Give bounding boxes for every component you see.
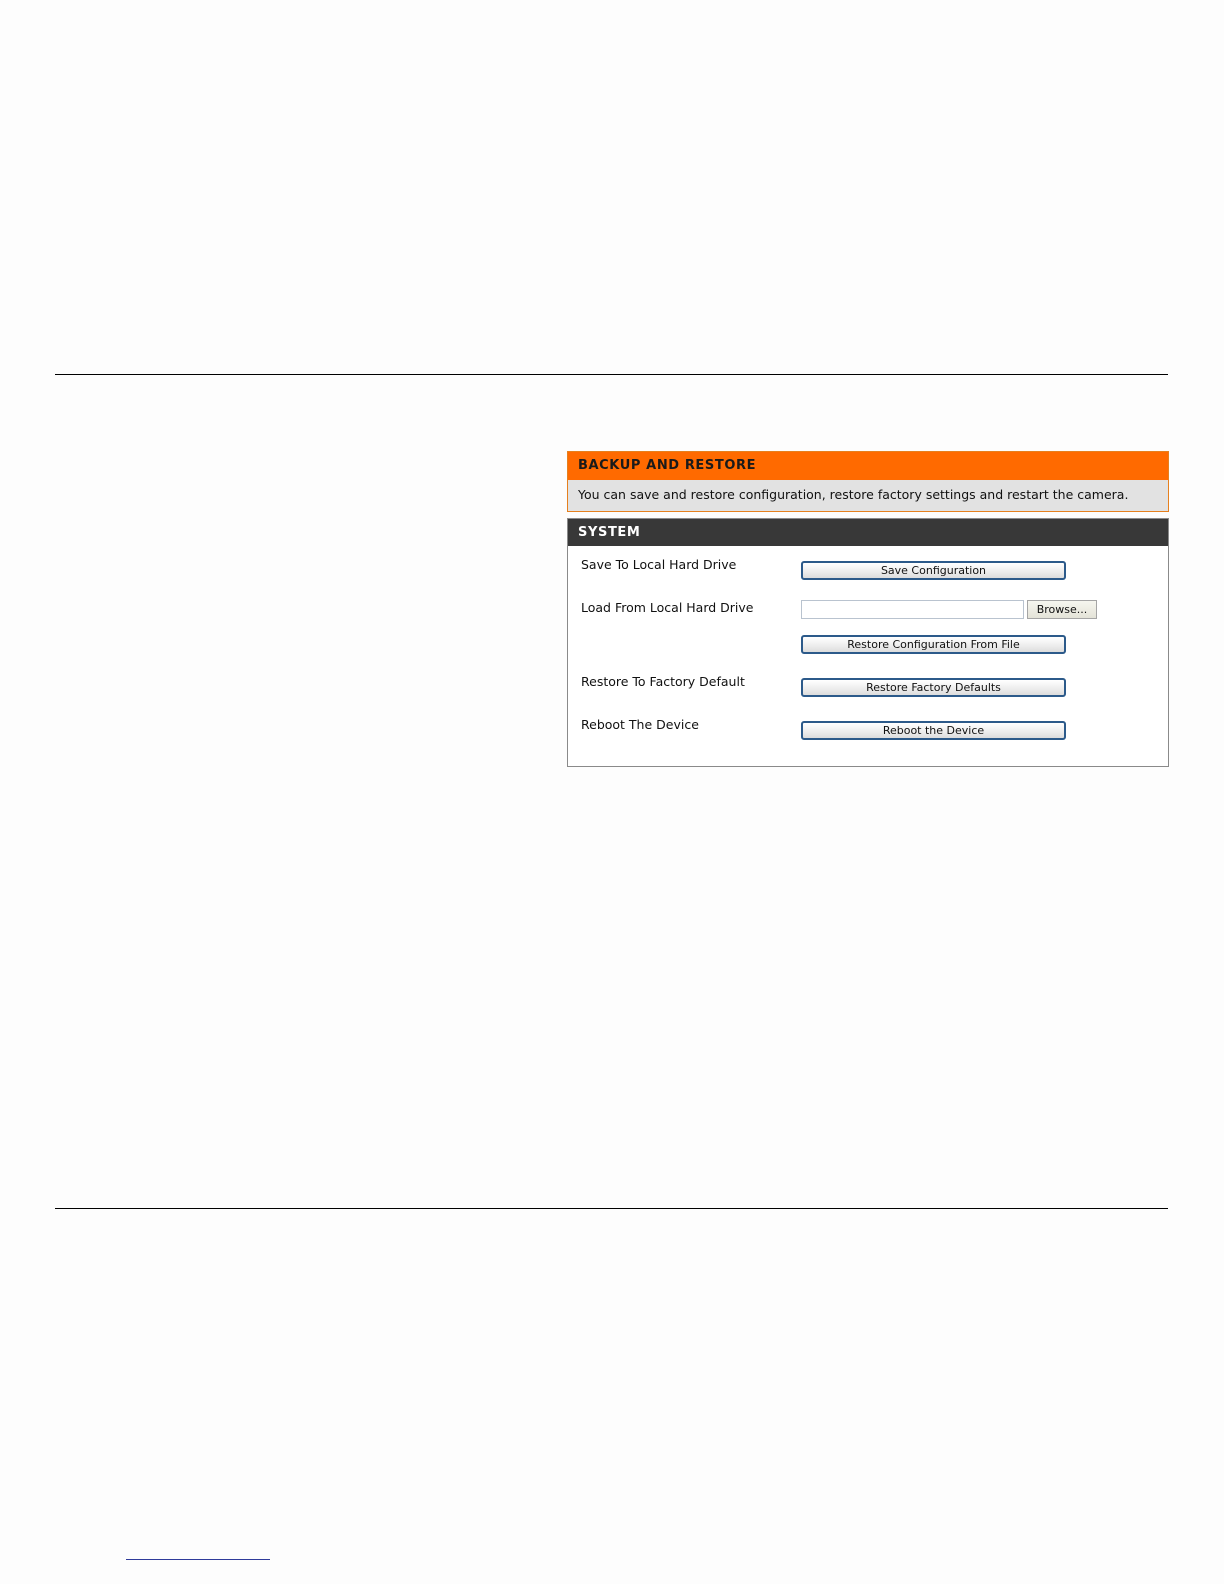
reboot-label: Reboot The Device <box>581 717 699 732</box>
top-divider <box>55 374 1168 375</box>
browse-button[interactable]: Browse... <box>1027 600 1097 619</box>
save-configuration-button[interactable]: Save Configuration <box>801 561 1066 580</box>
restore-factory-defaults-button[interactable]: Restore Factory Defaults <box>801 678 1066 697</box>
save-local-label: Save To Local Hard Drive <box>581 557 737 572</box>
backup-restore-panel <box>567 451 1169 512</box>
restore-from-file-button[interactable]: Restore Configuration From File <box>801 635 1066 654</box>
system-panel <box>567 518 1169 767</box>
system-title: SYSTEM <box>568 519 1168 546</box>
load-local-label: Load From Local Hard Drive <box>581 600 754 615</box>
footer-link-underline[interactable] <box>126 1559 270 1560</box>
config-file-input[interactable] <box>801 600 1024 619</box>
backup-restore-description: You can save and restore configuration, restore factory settings and restart the camera. <box>578 487 1129 502</box>
factory-default-label: Restore To Factory Default <box>581 674 745 689</box>
backup-restore-title: BACKUP AND RESTORE <box>568 452 1168 480</box>
bottom-divider <box>55 1208 1168 1209</box>
reboot-device-button[interactable]: Reboot the Device <box>801 721 1066 740</box>
